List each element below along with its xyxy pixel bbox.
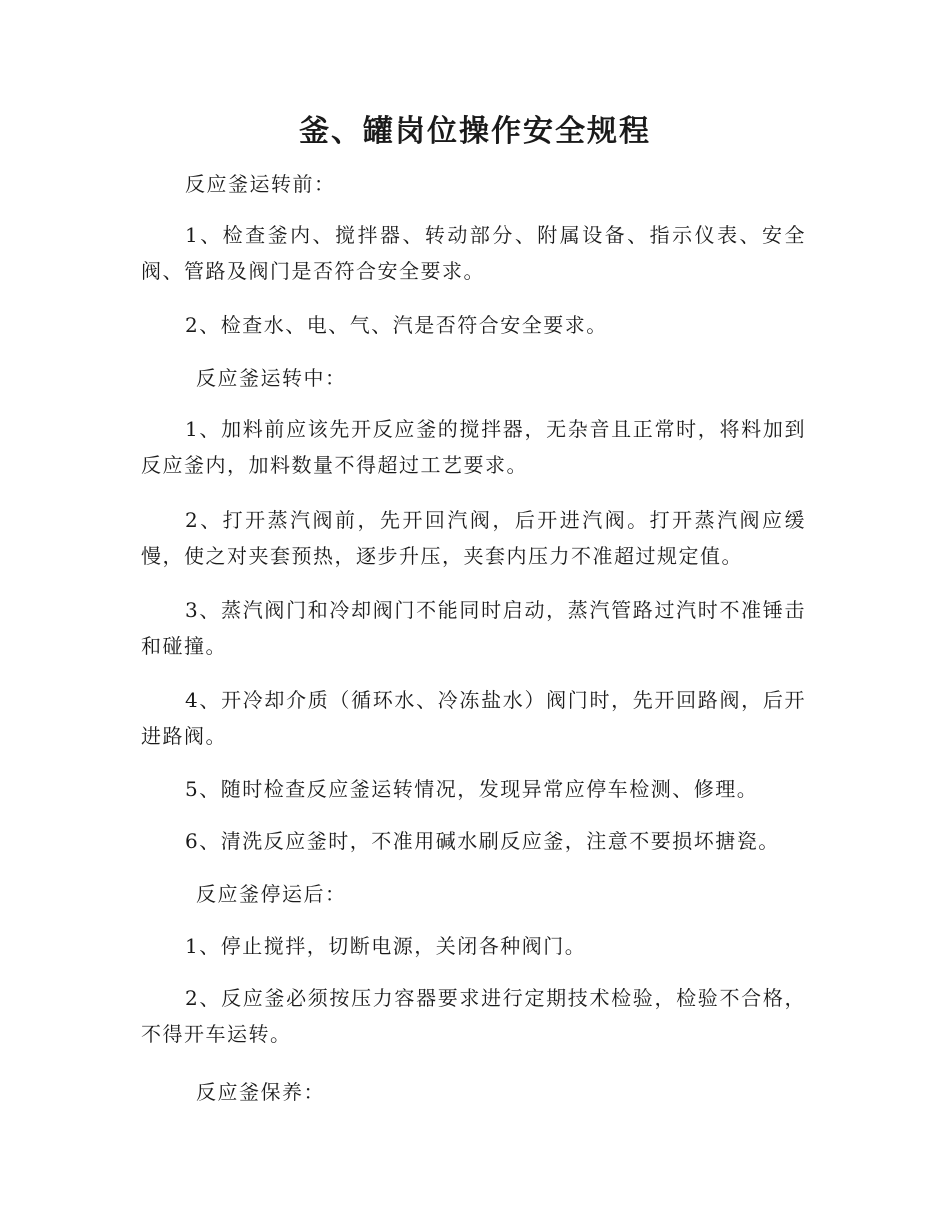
paragraph-pre-check-1: 1、检查釜内、搅拌器、转动部分、附属设备、指示仪表、安全阀、管路及阀门是否符合安全要求。: [141, 223, 806, 283]
section-heading-before-operation: 反应釜运转前：: [185, 172, 336, 196]
paragraph-during-1: 1、加料前应该先开反应釜的搅拌器，无杂音且正常时，将料加到反应釜内，加料数量不得超过工艺要求。: [141, 417, 806, 477]
paragraph-during-3: 3、蒸汽阀门和冷却阀门不能同时启动，蒸汽管路过汽时不准锤击和碰撞。: [141, 598, 806, 658]
paragraph-during-5: 5、随时检查反应釜运转情况，发现异常应停车检测、修理。: [185, 777, 759, 801]
section-heading-maintenance: 反应釜保养：: [196, 1080, 325, 1104]
paragraph-during-4: 4、开冷却介质（循环水、冷冻盐水）阀门时，先开回路阀，后开进路阀。: [141, 688, 806, 748]
paragraph-during-6: 6、清洗反应釜时，不准用碱水刷反应釜，注意不要损坏搪瓷。: [185, 829, 780, 853]
section-heading-during-operation: 反应釜运转中：: [196, 366, 347, 390]
section-heading-after-operation: 反应釜停运后：: [196, 882, 347, 906]
paragraph-after-1: 1、停止搅拌，切断电源，关闭各种阀门。: [185, 934, 587, 958]
document-title: 釜、罐岗位操作安全规程: [299, 114, 651, 149]
paragraph-pre-check-2: 2、检查水、电、气、汽是否符合安全要求。: [185, 313, 608, 337]
paragraph-after-2: 2、反应釜必须按压力容器要求进行定期技术检验，检验不合格，不得开车运转。: [141, 986, 806, 1046]
paragraph-during-2: 2、打开蒸汽阀前，先开回汽阀，后开进汽阀。打开蒸汽阀应缓慢，使之对夹套预热，逐步升压，夹套内压力不准超过规定值。: [141, 508, 806, 568]
